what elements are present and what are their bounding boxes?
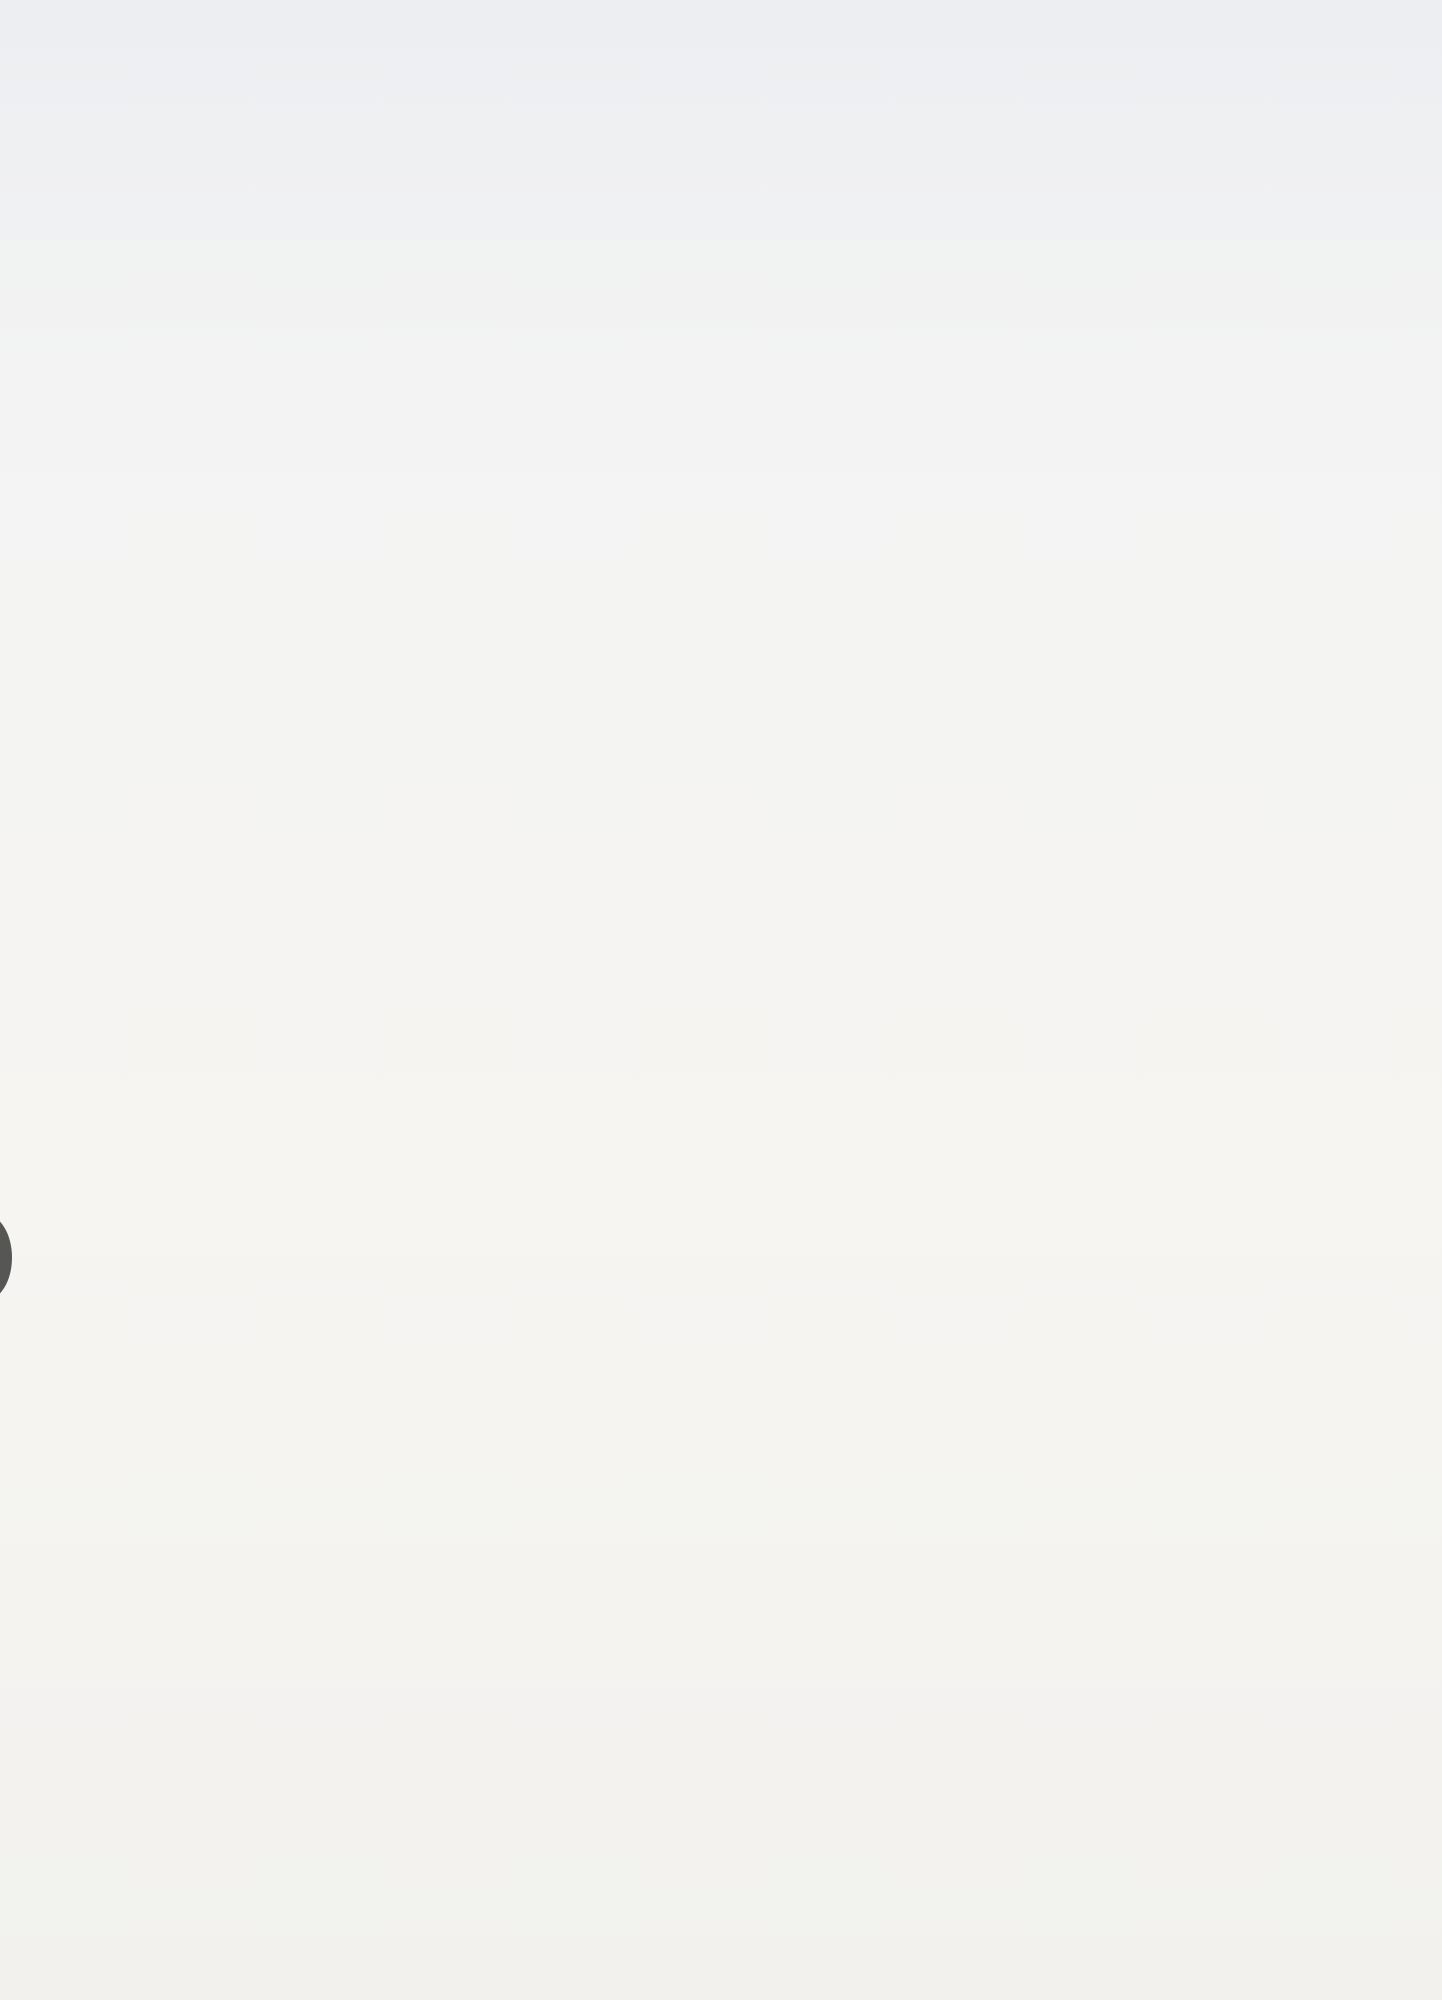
page-edge-shadow — [0, 1215, 12, 1300]
table-of-contents — [50, 8, 1390, 24]
continued-entries — [225, 8, 1390, 22]
chapter-list — [50, 8, 1390, 24]
